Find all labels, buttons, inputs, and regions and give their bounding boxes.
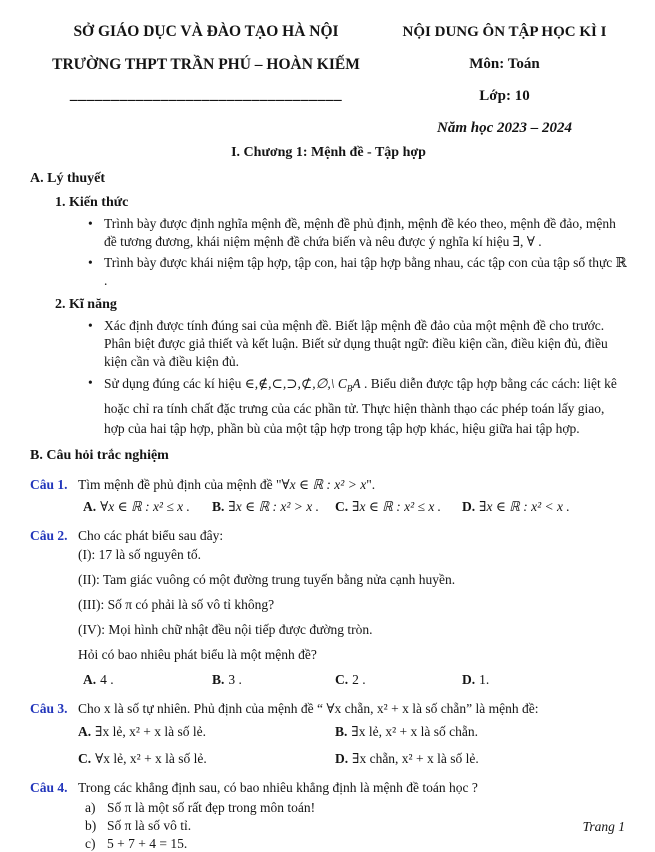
- list-item: [88, 254, 627, 290]
- question-1-label: Câu 1.: [30, 476, 68, 492]
- school-block: [30, 22, 382, 138]
- subject-label: Môn: Toán: [469, 56, 540, 72]
- knowledge-bullet-1: Trình bày được định nghĩa mệnh đề, mệnh đề phủ định, mệnh đề kéo theo, mệnh đề đảo, mệnh đề tương đương, khái niệm mệnh đề chứa biến và nêu được ý nghĩa kí hiệu ∃, ∀ .: [104, 216, 616, 249]
- set-symbols: ∈,∉,⊂,⊃,⊄,∅,\ C: [244, 376, 347, 391]
- question-4: [30, 779, 627, 852]
- option-text: ∀x ∈ ℝ : x² ≤ x .: [100, 498, 190, 514]
- option-letter: D.: [462, 498, 476, 514]
- option-text: ∃x ∈ ℝ : x² > x .: [228, 498, 320, 514]
- question-1-options: [78, 498, 627, 516]
- option-d: [335, 750, 627, 768]
- option-text: 4 .: [100, 671, 114, 687]
- option-a: [78, 723, 335, 741]
- option-d: [462, 498, 627, 516]
- question-2-label: Câu 2.: [30, 527, 68, 543]
- statement-4: (IV): Mọi hình chữ nhật đều nội tiếp được đường tròn.: [78, 621, 373, 637]
- option-c: [78, 750, 335, 768]
- question-2-options: [78, 671, 627, 689]
- exam-title: NỘI DUNG ÔN TẬP HỌC KÌ I: [402, 24, 607, 40]
- list-item: [88, 215, 627, 251]
- option-letter: B.: [335, 723, 348, 739]
- question-1-text: [78, 476, 627, 494]
- skills-heading: 2. Kĩ năng: [55, 297, 117, 312]
- option-letter: A.: [78, 723, 92, 739]
- question-3: [30, 700, 627, 768]
- question-4-label: Câu 4.: [30, 779, 68, 795]
- statement-1: (I): 17 là số nguyên tố.: [78, 546, 201, 562]
- sub-item-b: [85, 817, 627, 835]
- skills-bullet-2: [104, 374, 627, 439]
- sub-item-letter: b): [85, 817, 97, 833]
- complement-set: A: [352, 376, 361, 391]
- bullet-icon: •: [88, 318, 93, 333]
- knowledge-bullet-2: Trình bày được khái niệm tập hợp, tập con, hai tập hợp bằng nhau, các tập con của tập số thực ℝ .: [104, 255, 627, 288]
- sub-item-text: Số π là một số rất đẹp trong môn toán!: [107, 799, 316, 815]
- list-item: [88, 374, 627, 439]
- complement-subscript: B: [346, 383, 353, 394]
- section-b-heading: B. Câu hỏi trắc nghiệm: [30, 447, 169, 463]
- question-4-body: [78, 779, 627, 852]
- question-2: [30, 527, 627, 689]
- option-text: 3 .: [228, 671, 242, 687]
- option-letter: B.: [212, 671, 225, 687]
- school-year-label: Năm học 2023 – 2024: [437, 120, 572, 136]
- sub-item-a: [85, 799, 627, 817]
- question-1-formula: ∀x ∈ ℝ : x² > x: [281, 476, 367, 492]
- question-3-label: Câu 3.: [30, 700, 68, 716]
- sub-item-letter: a): [85, 799, 96, 815]
- document-header: [30, 22, 627, 138]
- bullet-icon: •: [88, 255, 93, 270]
- statement-3: (III): Số π có phải là số vô tỉ không?: [78, 596, 275, 612]
- question-text-run: ".: [366, 476, 376, 492]
- question-3-text: Cho x là số tự nhiên. Phủ định của mệnh đề “ ∀x chẵn, x² + x là số chẵn” là mệnh đề:: [78, 700, 539, 716]
- option-letter: A.: [83, 498, 97, 514]
- sub-item-text: 5 + 7 + 4 = 15.: [107, 835, 188, 851]
- department-name: SỞ GIÁO DỤC VÀ ĐÀO TẠO HÀ NỘI: [73, 23, 339, 40]
- statement-2: (II): Tam giác vuông có một đường trung tuyến bằng nửa cạnh huyền.: [78, 571, 456, 587]
- option-letter: D.: [335, 750, 349, 766]
- option-letter: D.: [462, 671, 476, 687]
- sub-item-text: Số π là số vô tỉ.: [107, 817, 192, 833]
- option-text: ∃x ∈ ℝ : x² ≤ x .: [352, 498, 442, 514]
- option-a: [83, 671, 212, 689]
- option-letter: C.: [78, 750, 92, 766]
- question-2-intro: Cho các phát biểu sau đây:: [78, 527, 224, 543]
- option-a: [83, 498, 212, 516]
- bullet-text-run: . Biểu diễn được tập hợp bằng các cách: liệt kê hoặc chỉ ra tính chất đặc trưng của các phần tử. Thực hiện thành thạo các phép toán lấy giao, hợp của hai tập hợp, phần bù của một tập hợp trong tập hợp khác, hiệu giữa hai tập hợp.: [104, 376, 617, 436]
- bullet-icon: •: [88, 375, 93, 390]
- knowledge-heading: 1. Kiến thức: [55, 195, 129, 210]
- page-number: Trang 1: [582, 819, 625, 834]
- sub-item-c: [85, 835, 627, 852]
- option-text: ∃x lẻ, x² + x là số chẵn.: [351, 723, 478, 739]
- question-2-body: [78, 527, 627, 689]
- option-b: [335, 723, 627, 741]
- list-item: [88, 317, 627, 371]
- question-4-text: Trong các khẳng định sau, có bao nhiêu khẳng định là mệnh đề toán học ?: [78, 779, 478, 795]
- question-1: [30, 476, 627, 516]
- question-4-items: [85, 799, 627, 852]
- option-b: [212, 498, 335, 516]
- school-name: TRƯỜNG THPT TRẦN PHÚ – HOÀN KIẾM: [52, 56, 360, 73]
- option-d: [462, 671, 627, 689]
- sub-item-letter: c): [85, 835, 96, 851]
- exam-info-block: [382, 22, 627, 138]
- option-c: [335, 671, 462, 689]
- skills-bullet-1: Xác định được tính đúng sai của mệnh đề. Biết lập mệnh đề đảo của một mệnh đề cho trước. Phân biệt được giả thiết và kết luận. Biết sử dụng thuật ngữ: điều kiện cần, điều kiện đủ, điều kiện cần và điều kiện đủ.: [104, 318, 608, 369]
- option-text: 1.: [479, 671, 490, 687]
- chapter-title: I. Chương 1: Mệnh đề - Tập hợp: [231, 145, 426, 160]
- option-letter: A.: [83, 671, 97, 687]
- option-text: ∃x chẵn, x² + x là số lẻ.: [352, 750, 479, 766]
- section-a-heading: A. Lý thuyết: [30, 171, 106, 186]
- question-text-run: Tìm mệnh đề phủ định của mệnh đề ": [78, 476, 282, 492]
- question-2-text: Hỏi có bao nhiêu phát biểu là một mệnh đề?: [78, 646, 317, 662]
- option-text: 2 .: [352, 671, 366, 687]
- grade-label: Lớp: 10: [479, 88, 530, 104]
- bullet-icon: •: [88, 216, 93, 231]
- option-text: ∃x lẻ, x² + x là số lẻ.: [95, 723, 206, 739]
- question-3-options: [78, 723, 627, 768]
- option-text: ∀x lẻ, x² + x là số lẻ.: [95, 750, 207, 766]
- bullet-text-run: Sử dụng đúng các kí hiệu: [104, 376, 245, 391]
- option-letter: B.: [212, 498, 225, 514]
- question-1-body: [78, 476, 627, 516]
- signature-line: _________________________________: [69, 86, 343, 103]
- option-c: [335, 498, 462, 516]
- question-3-body: [78, 700, 627, 768]
- option-letter: C.: [335, 671, 349, 687]
- option-b: [212, 671, 335, 689]
- option-letter: C.: [335, 498, 349, 514]
- option-text: ∃x ∈ ℝ : x² < x .: [479, 498, 570, 514]
